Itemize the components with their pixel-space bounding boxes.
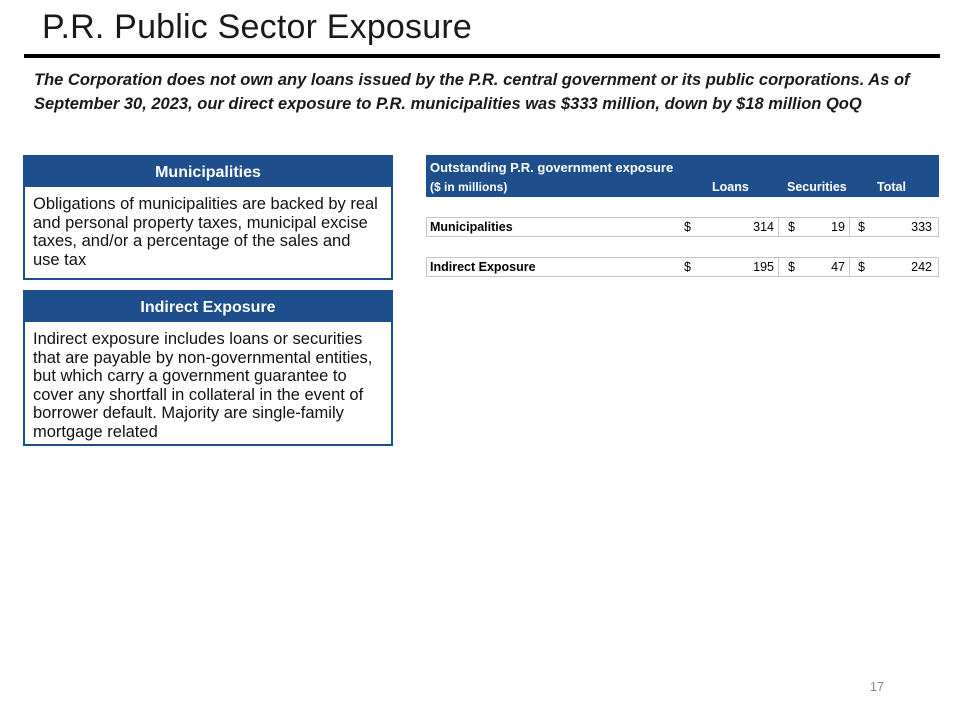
table-row [426,257,939,277]
currency-symbol: $ [788,220,795,234]
exposure-table [426,155,939,274]
column-header-total: Total [877,180,906,194]
municipalities-description: Obligations of municipalities are backed by real and personal property taxes, municipal excise taxes, and/or a percentage of the sales and use tax [33,195,378,269]
cell-securities: 47 [831,260,845,274]
cell-securities: 19 [831,220,845,234]
cell-loans: 314 [753,220,774,234]
column-header-securities: Securities [787,180,847,194]
page-number: 17 [870,680,884,694]
currency-symbol: $ [788,260,795,274]
currency-symbol: $ [858,260,865,274]
cell-loans: 195 [753,260,774,274]
table-units: ($ in millions) [430,180,508,194]
currency-symbol: $ [684,220,691,234]
currency-symbol: $ [684,260,691,274]
page-title: P.R. Public Sector Exposure [42,8,472,46]
cell-total: 333 [911,220,932,234]
column-header-loans: Loans [712,180,749,194]
row-label: Municipalities [430,220,513,234]
municipalities-box [23,155,393,280]
indirect-exposure-box [23,290,393,446]
table-header [426,155,939,197]
table-row [426,217,939,237]
table-title: Outstanding P.R. government exposure [430,160,674,175]
row-label: Indirect Exposure [430,260,536,274]
currency-symbol: $ [858,220,865,234]
indirect-exposure-heading: Indirect Exposure [25,292,391,322]
cell-total: 242 [911,260,932,274]
municipalities-heading: Municipalities [25,157,391,187]
title-divider [24,54,940,58]
indirect-exposure-description: Indirect exposure includes loans or securities that are payable by non-governmental entities, but which carry a government guarantee to cover any shortfall in collateral in the event of borrower default. Majority are single-family mortgage related [33,330,373,441]
page-subtitle: The Corporation does not own any loans issued by the P.R. central government or its public corporations. As of September 30, 2023, our direct exposure to P.R. municipalities was $333 million, down by $18 million QoQ [34,71,910,113]
